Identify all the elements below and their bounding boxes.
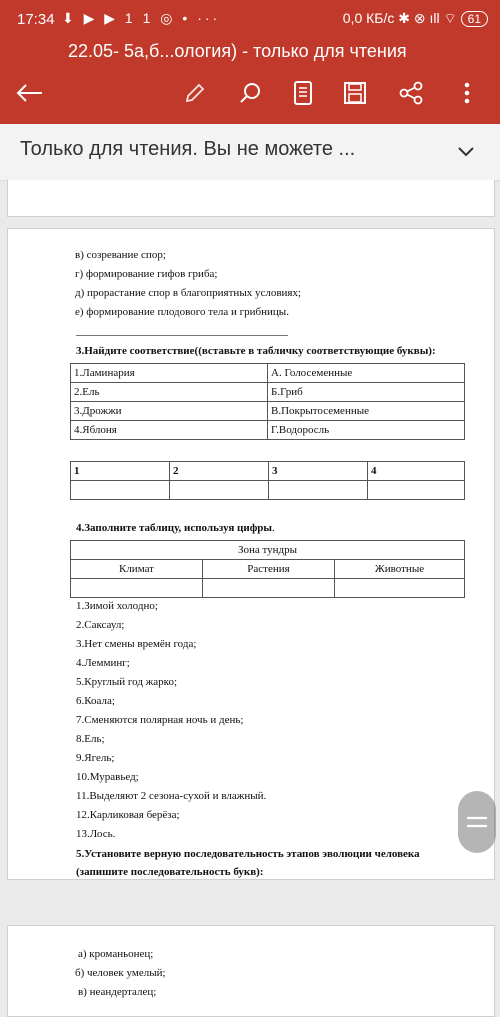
document-page-2 [7, 925, 495, 1017]
tablet-view-icon[interactable] [288, 78, 318, 108]
table-row [71, 402, 465, 421]
table-row [71, 541, 465, 560]
list-item: 9.Ягель; [76, 752, 115, 764]
answer-cell [269, 481, 368, 500]
notification-icons-text: ⬇ ▶ ▶ 1 1 ◎ • [62, 10, 191, 26]
list-item: 8.Ель; [76, 733, 105, 745]
scroll-handle[interactable] [458, 791, 496, 853]
table-row [71, 421, 465, 440]
table-header-cell: 2 [170, 462, 269, 481]
list-item: 11.Выделяют 2 сезона-сухой и влажный. [76, 790, 267, 802]
answer-cell [71, 579, 203, 598]
app-bar [0, 0, 500, 124]
pencil-icon[interactable] [180, 78, 210, 108]
status-bar [0, 0, 500, 40]
more-icon[interactable] [452, 78, 482, 108]
table-cell: 4.Яблоня [71, 421, 268, 440]
list-item: г) формирование гифов гриба; [75, 268, 218, 280]
table-row [71, 364, 465, 383]
table-header-cell: Климат [71, 560, 203, 579]
list-item: 3.Нет смены времён года; [76, 638, 197, 650]
notification-icons [62, 10, 220, 27]
list-item: е) формирование плодового тела и грибницы. [75, 306, 289, 318]
table-cell: В.Покрытосеменные [268, 402, 465, 421]
list-item: 7.Сменяются полярная ночь и день; [76, 714, 244, 726]
status-time: 17:34 [17, 11, 55, 28]
list-item: 2.Саксаул; [76, 619, 125, 631]
read-only-banner[interactable] [0, 124, 500, 181]
list-item: 13.Лось. [76, 828, 116, 840]
table-header-cell: Растения [203, 560, 335, 579]
banner-text: Только для чтения. Вы не можете ... [20, 138, 356, 160]
answer-cell [335, 579, 465, 598]
table-cell: 1.Ламинария [71, 364, 268, 383]
answer-cell [71, 481, 170, 500]
more-notifications-dots: ··· [197, 10, 221, 26]
list-item: 10.Муравьед; [76, 771, 139, 783]
answer-cell [170, 481, 269, 500]
question-4-title [76, 522, 275, 534]
list-item: а) кроманьонец; [78, 948, 154, 960]
question-4-period: . [272, 522, 275, 534]
status-indicators: 0,0 КБ/с ✱ ⊗ ıll ⌔ [342, 10, 457, 26]
list-item: 5.Круглый год жарко; [76, 676, 178, 688]
table-cell: 2.Ель [71, 383, 268, 402]
question-3-title: 3.Найдите соответствие((вставьте в табличку соответствующие буквы): [76, 345, 436, 357]
table-row [71, 462, 465, 481]
table-header-cell: 3 [269, 462, 368, 481]
battery-icon: 61 [461, 11, 488, 27]
list-item: 4.Лемминг; [76, 657, 130, 669]
separator-line [76, 335, 288, 336]
list-item: 1.Зимой холодно; [76, 600, 158, 612]
question-5-subtitle: (запишите последовательность букв): [76, 866, 264, 878]
table-cell: Г.Водоросль [268, 421, 465, 440]
list-item: д) прорастание спор в благоприятных условиях; [75, 287, 302, 299]
zone-title-cell: Зона тундры [71, 541, 465, 560]
list-item: 6.Коала; [76, 695, 115, 707]
table-row [71, 481, 465, 500]
table-row [71, 579, 465, 598]
drag-lines-icon [465, 815, 489, 829]
list-item: б) человек умелый; [75, 967, 166, 979]
search-icon[interactable] [235, 78, 265, 108]
table-cell: Б.Гриб [268, 383, 465, 402]
list-item: 12.Карликовая берёза; [76, 809, 180, 821]
save-icon[interactable] [340, 78, 370, 108]
list-item: в) созревание спор; [75, 249, 166, 261]
list-item: в) неандерталец; [78, 986, 157, 998]
share-icon[interactable] [396, 78, 426, 108]
question-5-title: 5.Установите верную последовательность этапов эволюции человека [76, 848, 420, 860]
chevron-down-icon[interactable] [458, 144, 474, 162]
table-header-cell: 1 [71, 462, 170, 481]
question-4-title-text: 4.Заполните таблицу, используя цифры [76, 522, 273, 534]
document-title: 22.05- 5а,б...ология) - только для чтения [68, 41, 407, 61]
back-arrow-icon[interactable] [14, 78, 44, 108]
table-row [71, 383, 465, 402]
previous-page [7, 180, 495, 217]
match-table [70, 363, 465, 440]
tundra-table [70, 540, 465, 598]
table-cell: А. Голосеменные [268, 364, 465, 383]
table-cell: 3.Дрожжи [71, 402, 268, 421]
answer-cell [203, 579, 335, 598]
answer-cell [368, 481, 465, 500]
table-header-cell: 4 [368, 462, 465, 481]
table-header-cell: Животные [335, 560, 465, 579]
status-right [343, 10, 488, 28]
answer-table [70, 461, 465, 500]
table-row [71, 560, 465, 579]
